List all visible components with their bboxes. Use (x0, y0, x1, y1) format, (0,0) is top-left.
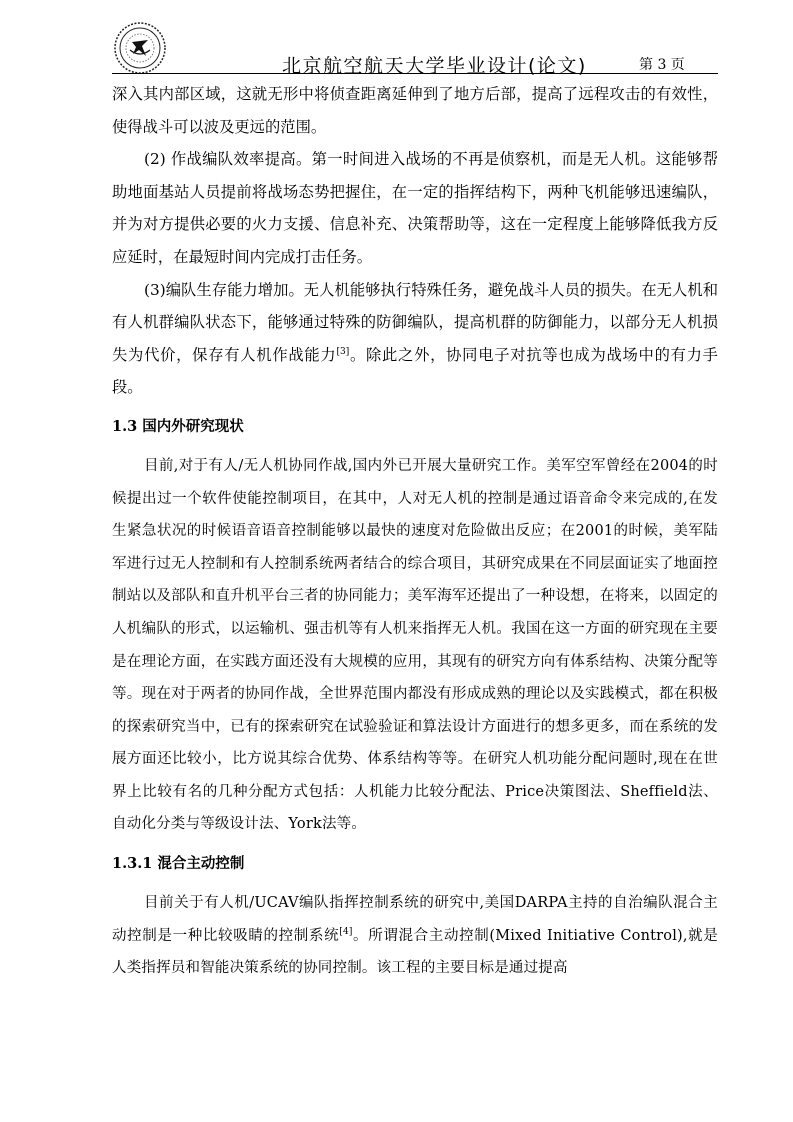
page-number: 第 3 页 (639, 57, 685, 73)
section-heading: 1.3 国内外研究现状 (112, 417, 244, 435)
paragraph-formation-efficiency: (2) 作战编队效率提高。第一时间进入战场的不再是侦察机，而是无人机。这能够帮助地面基站人员提前将战场态势把握住，在一定的指挥结构下，两种飞机能够迅速编队，并为对方提供必要的火力支援、信息补充、决策帮助等，这在一定程度上能够降低我方反应延时，在最短时间内完成打击任务。 (112, 150, 718, 266)
paragraph-continuation: 深入其内部区域，这就无形中将侦查距离延伸到了地方后部，提高了远程攻击的有效性，使得战斗可以波及更远的范围。 (112, 85, 718, 136)
subsection-heading: 1.3.1 混合主动控制 (112, 855, 245, 873)
thesis-header-title: 北京航空航天大学毕业设计(论文) (282, 55, 587, 77)
document-body (112, 78, 718, 985)
header-divider (112, 73, 718, 74)
page-header (112, 14, 718, 77)
paragraph-mixed-initiative: 目前关于有人机/UCAV编队指挥控制系统的研究中,美国DARPA主持的自治编队混合主动控制是一种比较吸睛的控制系统[4]。所谓混合主动控制(Mixed Initiative Control),就是人类指挥员和智能决策系统的协同控制。该工程的主要目标是通过提高 (112, 895, 719, 977)
paragraph-survivability: (3)编队生存能力增加。无人机能够执行特殊任务，避免战斗人员的损失。在无人机和有人机群编队状态下，能够通过特殊的防御编队，提高机群的防御能力，以部分无人机损失为代价，保存有人机作战能力[3]。除此之外，协同电子对抗等也成为战场中的有力手段。 (112, 280, 718, 397)
paragraph-research-status: 目前,对于有人/无人机协同作战,国内外已开展大量研究工作。美军空军曾经在2004的时候提出过一个软件使能控制项目，在其中，人对无人机的控制是通过语音命令来完成的,在发生紧急状况的时候语音语音控制能够以最快的速度对危险做出反应；在2001的时候，美军陆军进行过无人控制和有人控制系统两者结合的综合项目，其研究成果在不同层面证实了地面控制站以及部队和直升机平台三者的协同能力；美军海军还提出了一种设想，在将来，以固定的人机编队的形式，以运输机、强击机等有人机来指挥无人机。我国在这一方面的研究现在主要是在理论方面，在实践方面还没有大规模的应用，其现有的研究方向有体系结构、决策分配等等。现在对于两者的协同作战，全世界范围内都没有形成成熟的理论以及实践模式，都在积极的探索研究当中，已有的探索研究在试验验证和算法设计方面进行的想多更多，而在系统的发展方面还比较小，比方说其综合优势、体系结构等等。在研究人机功能分配问题时,现在在世界上比较有名的几种分配方式包括：人机能力比较分配法、Price决策图法、Sheffield法、自动化分类与等级设计法、York法等。 (112, 457, 718, 833)
university-seal-icon (112, 20, 168, 76)
citation-ref: [4] (339, 926, 353, 937)
citation-ref: [3] (336, 346, 350, 357)
